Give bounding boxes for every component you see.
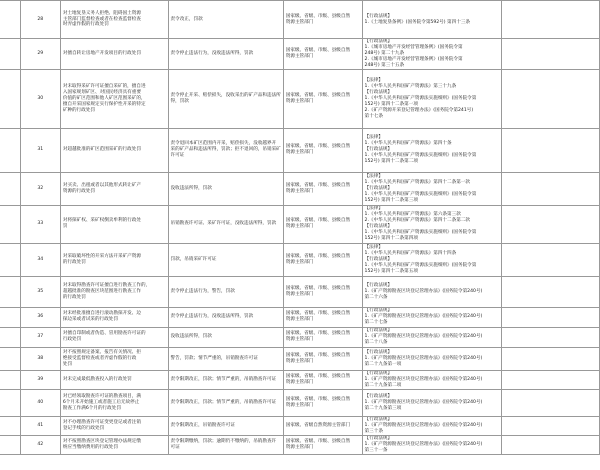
table-row <box>0 416 600 435</box>
legal-basis <box>362 327 502 347</box>
penalty-type-line: 没收违法所得，罚款 <box>170 185 212 191</box>
row-number: 34 <box>20 243 60 276</box>
legal-basis-line: 1.《中华人民共和国矿产资源法实施细则》(国务院令第 <box>364 262 477 268</box>
penalty-type-line: 责令限期改正，罚款；情节严重的，吊销勘查许可证 <box>170 376 277 382</box>
authority-level-line: 资源主管部门 <box>285 317 314 323</box>
penalty-type-line: 采的矿产品和违法所得，罚款；拒不退回的，吊销采矿 <box>170 147 281 153</box>
penalty-type <box>168 416 283 435</box>
legal-basis-line: 1.《矿产资源勘查区块登记管理办法》(国务院令第240号) <box>364 288 483 294</box>
authority-level-line: 国家级、省级、市级、县级自然 <box>285 13 351 19</box>
legal-basis-line: 1.《中华人民共和国矿产资源法实施细则》(国务院令第 <box>364 191 477 197</box>
legal-basis-line: 【行政法规】 <box>364 224 393 230</box>
authority-level <box>283 307 362 327</box>
legal-basis-line: 1.《中华人民共和国矿产资源法实施细则》(国务院令第 <box>364 95 477 101</box>
legal-basis-line: 1.《矿产资源勘查区块登记管理办法》(国务院令第240号) <box>364 422 483 428</box>
authority-level-line: 资源主管部门 <box>285 337 314 343</box>
item-name <box>60 307 168 327</box>
category-cell <box>0 307 20 327</box>
legal-basis-line: 【行政法规】 <box>364 185 393 191</box>
row-number: 38 <box>20 347 60 370</box>
penalty-type <box>168 128 283 172</box>
item-name-line: 主管部门监督检查或者在检查监督检查 <box>62 16 141 22</box>
row-number: 33 <box>20 205 60 243</box>
table-row <box>0 347 600 370</box>
authority-level-line: 国家级、省级、市级、县级自然 <box>285 182 351 188</box>
legal-basis-line: 1.《中华人民共和国矿产资源法》第六条第三款 <box>364 212 461 218</box>
legal-basis-line: 第二十九条第一项 <box>364 361 402 367</box>
legal-basis-line: 【行政法规】 <box>364 328 393 334</box>
table-row <box>0 389 600 416</box>
authority-level-line: 国家级、省级、市级、县级自然 <box>285 285 351 291</box>
item-name <box>60 389 168 416</box>
legal-basis-line: 【行政法规】 <box>364 393 393 399</box>
legal-basis-line: 1.《矿产资源勘查区块登记管理办法》(国务院令第240号) <box>364 399 483 405</box>
authority-level <box>283 327 362 347</box>
legal-basis-line: 第十七条 <box>364 113 383 119</box>
authority-level-line: 资源主管部门 <box>285 53 314 59</box>
penalty-type <box>168 172 283 205</box>
penalty-type <box>168 276 283 307</box>
item-name-line: 对不按照规定备案、报告有关情况、拒 <box>62 349 141 355</box>
item-name-line: 对未取得采矿许可证擅自采矿的，擅自进 <box>62 83 146 89</box>
penalty-type-line: 责令限期改正，吊销勘查许可证 <box>170 422 235 428</box>
legal-basis-line: 第二十六条 <box>364 294 388 300</box>
item-name <box>60 205 168 243</box>
legal-basis-line: 第三十一条 <box>364 447 388 453</box>
row-number: 37 <box>20 327 60 347</box>
legal-basis-line: 1.《矿产资源勘查区块登记管理办法》(国务院令第240号) <box>364 441 483 447</box>
item-name-line: 勘查工作满6个月的行政处罚 <box>62 405 121 411</box>
remarks-cell <box>502 243 600 276</box>
legal-basis <box>362 128 502 172</box>
penalty-type-line: 责令限期改正，罚款；情节严重的，吊销勘查许可证 <box>170 399 277 405</box>
authority-level-line: 资源主管部门 <box>285 402 314 408</box>
row-number: 29 <box>20 39 60 70</box>
legal-basis-line: 1.《中华人民共和国矿产资源法》第四十条 <box>364 141 452 147</box>
penalty-type <box>168 435 283 454</box>
row-number: 40 <box>20 389 60 416</box>
remarks-cell <box>502 172 600 205</box>
legal-basis-line: 第二十九条第三项 <box>364 405 402 411</box>
authority-level <box>283 1 362 39</box>
penalty-type-line: 责令停止违法行为，没收违法所得，罚款 <box>170 50 254 56</box>
penalty-type-line: 责令停止开采、赔偿损失，没收采出的矿产品和违法所 <box>170 92 281 98</box>
legal-basis <box>362 243 502 276</box>
authority-level-line: 国家级、省级、市级、县级自然 <box>285 396 351 402</box>
item-name-line: 探边采或者试采的行政处罚 <box>62 317 118 323</box>
row-number: 36 <box>20 307 60 327</box>
remarks-cell <box>502 435 600 454</box>
authority-level-line: 国家级、省级、市级、县级自然 <box>285 144 351 150</box>
legal-basis-line: 【行政法规】 <box>364 282 393 288</box>
legal-basis-line: 【行政法规】 <box>364 435 393 441</box>
legal-basis-line: 第三十条 <box>364 428 383 434</box>
legal-basis-line: 248号) 第二十九条 <box>364 50 405 56</box>
item-name-line: 绝接受监督检查或者弄虚作假的行政 <box>62 355 137 361</box>
category-cell <box>0 370 20 389</box>
authority-level <box>283 416 362 435</box>
authority-level-line: 资源主管部门 <box>285 358 314 364</box>
category-cell <box>0 276 20 307</box>
table-row <box>0 243 600 276</box>
authority-level-line: 资源主管部门 <box>285 188 314 194</box>
legal-basis-line: 【法律】 <box>364 135 383 141</box>
row-number: 30 <box>20 69 60 128</box>
item-name <box>60 327 168 347</box>
item-name <box>60 435 168 454</box>
item-name <box>60 69 168 128</box>
legal-basis-line: 【行政法规】 <box>364 147 393 153</box>
category-cell <box>0 128 20 172</box>
legal-basis-line: 152号) 第四十二条第五项 <box>364 268 418 274</box>
authority-level <box>283 69 362 128</box>
legal-basis-line: 152号) 第四十二条第一项 <box>364 101 418 107</box>
item-name-line: 行政处罚 <box>62 337 82 343</box>
penalty-type <box>168 39 283 70</box>
authority-level <box>283 128 362 172</box>
item-name-line: 对未取得勘查许可证擅自进行勘查工作的， <box>62 282 151 288</box>
table-row <box>0 128 600 172</box>
table-row <box>0 435 600 454</box>
category-cell <box>0 69 20 128</box>
penalty-type <box>168 243 283 276</box>
remarks-cell <box>502 327 600 347</box>
remarks-cell <box>502 416 600 435</box>
penalty-type <box>168 205 283 243</box>
authority-level <box>283 370 362 389</box>
authority-level-line: 国家级、省级、市级、县级自然 <box>285 92 351 98</box>
item-name-line: 对超越批准的矿区范围采矿的行政处罚 <box>62 147 141 153</box>
legal-basis <box>362 416 502 435</box>
legal-basis-line: 【行政法规】 <box>364 39 393 44</box>
category-cell <box>0 327 20 347</box>
legal-basis <box>362 1 502 39</box>
row-number: 41 <box>20 416 60 435</box>
legal-basis-line: 【法律】 <box>364 173 383 179</box>
item-name-line: 对擅自转让房地产开发项目的行政处罚 <box>62 50 141 56</box>
item-name <box>60 370 168 389</box>
authority-level-line: 资源主管部门 <box>285 150 314 156</box>
authority-level <box>283 347 362 370</box>
legal-basis-line: 1.《中华人民共和国矿产资源法实施细则》(国务院令第 <box>364 230 477 236</box>
legal-basis-line: 1.《土地复垦条例》(国务院令第592号) 第四十三条 <box>364 19 471 25</box>
item-name <box>60 1 168 39</box>
item-name <box>60 128 168 172</box>
remarks-cell <box>502 389 600 416</box>
table-row <box>0 370 600 389</box>
table-row <box>0 69 600 128</box>
legal-basis <box>362 307 502 327</box>
legal-basis-line: 1.《矿产资源勘查区块登记管理办法》(国务院令第240号) <box>364 334 483 340</box>
penalty-type <box>168 327 283 347</box>
category-cell <box>0 416 20 435</box>
item-name <box>60 172 168 205</box>
penalty-type-line: 责令限期缴纳，罚款；逾期仍不缴纳的，吊销勘查许 <box>170 438 277 444</box>
penalty-type <box>168 307 283 327</box>
legal-basis-line: 【行政法规】 <box>364 13 393 19</box>
item-name <box>60 243 168 276</box>
legal-basis-line: 1.《中华人民共和国矿产资源法》第四十四条 <box>364 250 457 256</box>
legal-basis-line: 第二十七条 <box>364 320 388 326</box>
category-cell <box>0 172 20 205</box>
legal-basis-line: 【法律】 <box>364 77 383 83</box>
item-name-line: 对不办理勘查许可证变更登记或者注销 <box>62 419 141 425</box>
legal-basis <box>362 69 502 128</box>
table-row <box>0 276 600 307</box>
legal-basis-line: 【行政法规】 <box>364 308 393 314</box>
item-name-line: 对未经批准擅自进行滚动勘探开发、边 <box>62 311 141 317</box>
item-name <box>60 39 168 70</box>
remarks-cell <box>502 128 600 172</box>
legal-basis-line: 1.《城市房地产开发经营管理条例》(国务院令第 <box>364 44 463 50</box>
penalty-type <box>168 389 283 416</box>
legal-basis <box>362 276 502 307</box>
authority-level-line: 国家级、省级、市级、县级自然 <box>285 352 351 358</box>
item-name <box>60 416 168 435</box>
authority-level-line: 资源主管部门 <box>285 19 314 25</box>
legal-basis <box>362 347 502 370</box>
item-name-line: 入国家规划矿区、对国民经济具有重要 <box>62 89 141 95</box>
item-name-line: 6个月未开始施工或者施工后无故停止 <box>62 399 140 405</box>
penalty-type-line: 许可证 <box>170 153 185 159</box>
legal-basis <box>362 205 502 243</box>
legal-basis-line: 152号) 第四十二条第二项 <box>364 159 418 165</box>
authority-level-line: 资源主管部门 <box>285 291 314 297</box>
row-number: 39 <box>20 370 60 389</box>
authority-level <box>283 276 362 307</box>
authority-level-line: 国家级、省级、市级、县级自然 <box>285 218 351 224</box>
penalty-type-line: 责令改正，罚款 <box>170 16 203 22</box>
table-body <box>0 1 600 455</box>
authority-level <box>283 39 362 70</box>
item-name-line: 处罚 <box>62 361 73 367</box>
legal-basis-line: 【行政法规】 <box>364 349 393 355</box>
category-cell <box>0 1 20 39</box>
item-name-line: 对将探矿权、采矿权倒卖牟利的行政处 <box>62 218 141 224</box>
penalty-type-line: 警告，罚款；情节严重的，吊销勘查许可证 <box>170 355 258 361</box>
legal-basis-line: 【法律】 <box>364 244 383 250</box>
authority-level <box>283 172 362 205</box>
authority-level-line: 国家级、省级、市级、县级自然 <box>285 47 351 53</box>
category-cell <box>0 243 20 276</box>
authority-level-line: 国家级、省级自然资源主管部门 <box>285 422 351 428</box>
legal-basis-line: 1.《中华人民共和国矿产资源法》第三十九条 <box>364 83 457 89</box>
penalty-type-line: 可证 <box>170 444 180 450</box>
penalty-type-line: 吊销勘查许可证、采矿许可证，没收违法所得，罚款 <box>170 221 277 227</box>
authority-level-line: 国家级、省级、市级、县级自然 <box>285 311 351 317</box>
table-row <box>0 39 600 70</box>
category-cell <box>0 389 20 416</box>
table-row <box>0 205 600 243</box>
remarks-cell <box>502 370 600 389</box>
item-name-line: 对不按照勘查区块登记管理办法规定缴 <box>62 438 141 444</box>
legal-basis-line: 248号) 第三十五条 <box>364 62 405 68</box>
legal-basis-line: 1.《矿产资源勘查区块登记管理办法》(国务院令第240号) <box>364 355 483 361</box>
legal-basis-line: 1.《中华人民共和国矿产资源法实施细则》(国务院令第 <box>364 153 477 159</box>
legal-basis <box>362 389 502 416</box>
item-name-line: 价值的矿区范围和他人矿区范围采矿的， <box>62 95 146 101</box>
penalty-type-line: 没收违法所得，罚款 <box>170 334 212 340</box>
legal-basis-line: 【行政法规】 <box>364 89 393 95</box>
legal-basis-line: 1.《矿产资源勘查区块登记管理办法》(国务院令第240号) <box>364 376 483 382</box>
item-name-line: 对采取破坏性的开采方法开采矿产资源 <box>62 253 141 259</box>
row-number: 35 <box>20 276 60 307</box>
category-cell <box>0 435 20 454</box>
item-name-line: 对土地复垦义务人拒绝、阻碍国土资源 <box>62 10 141 16</box>
item-name-line: 对未完成最低勘查投入的行政处罚 <box>62 376 132 382</box>
legal-basis-line: 152号) 第四十二条第四项 <box>364 236 418 242</box>
item-name-line: 擅自开采国家规定实行保护性开采的特定 <box>62 101 146 107</box>
penalty-type <box>168 1 283 39</box>
table-row <box>0 1 600 39</box>
legal-basis-line: 152号) 第四十二条第三项 <box>364 197 418 203</box>
authority-level <box>283 243 362 276</box>
legal-basis-line: 2.《中华人民共和国矿产资源法》第四十二条第二款 <box>364 218 470 224</box>
legal-basis-line: 2.《矿产资源开采登记管理办法》(国务院令第241号) <box>364 107 474 113</box>
authority-level-line: 国家级、省级、市级、县级自然 <box>285 331 351 337</box>
penalty-type-line: 得，罚款 <box>170 98 189 104</box>
table-row <box>0 172 600 205</box>
legal-basis <box>362 435 502 454</box>
row-number: 42 <box>20 435 60 454</box>
legal-basis <box>362 39 502 70</box>
row-number: 28 <box>20 1 60 39</box>
authority-level-line: 资源主管部门 <box>285 379 314 385</box>
remarks-cell <box>502 205 600 243</box>
authority-level-line: 资源主管部门 <box>285 444 314 450</box>
legal-basis-line: 1.《矿产资源勘查区块登记管理办法》(国务院令第240号) <box>364 314 483 320</box>
category-cell <box>0 39 20 70</box>
authority-level <box>283 435 362 454</box>
remarks-cell <box>502 347 600 370</box>
item-name-line: 矿种的行政处罚 <box>62 107 96 113</box>
item-name-line: 罚 <box>62 224 68 230</box>
remarks-cell <box>502 276 600 307</box>
legal-basis-line: 【行政法规】 <box>364 256 393 262</box>
legal-basis-line: 第二十九条第二项 <box>364 382 402 388</box>
item-name <box>60 347 168 370</box>
authority-level <box>283 205 362 243</box>
authority-level-line: 资源主管部门 <box>285 259 314 265</box>
item-name-line: 的行政处罚 <box>62 259 86 265</box>
penalty-type-line: 责令停止违法行为，没收违法所得，罚款 <box>170 314 254 320</box>
remarks-cell <box>502 69 600 128</box>
legal-basis-line: 【法律】 <box>364 206 383 212</box>
authority-level-line: 国家级、省级、市级、县级自然 <box>285 438 351 444</box>
item-name-line: 对擅自印制或者伪造、冒用勘查许可证的 <box>62 331 146 337</box>
legal-basis-line: 【行政法规】 <box>364 416 393 422</box>
row-number: 32 <box>20 172 60 205</box>
penalty-type-line: 责令停止违法行为，警告，罚款 <box>170 288 235 294</box>
item-name-line: 对买卖、出租或者以其他形式转让矿产 <box>62 182 141 188</box>
row-number: 31 <box>20 128 60 172</box>
item-name-line: 时弄虚作假的行政处罚 <box>62 22 109 28</box>
authority-level-line: 资源主管部门 <box>285 98 314 104</box>
penalty-type <box>168 347 283 370</box>
item-name-line: 纳应当缴纳费用的行政处罚 <box>62 444 118 450</box>
authority-level <box>283 389 362 416</box>
legal-basis <box>362 370 502 389</box>
legal-basis-line: 2.《城市房地产开发经营管理条例》(国务院令第 <box>364 56 463 62</box>
item-name-line: 登记手续的行政处罚 <box>62 425 105 431</box>
remarks-cell <box>502 307 600 327</box>
legal-basis-line: 第二十八条 <box>364 340 388 346</box>
authority-level-line: 资源主管部门 <box>285 224 314 230</box>
category-cell <box>0 205 20 243</box>
remarks-cell <box>502 39 600 70</box>
authority-level-line: 国家级、省级、市级、县级自然 <box>285 253 351 259</box>
category-cell <box>0 347 20 370</box>
authority-level-line: 国家级、省级、市级、县级自然 <box>285 373 351 379</box>
legal-basis <box>362 172 502 205</box>
item-name-line: 的行政处罚 <box>62 294 86 300</box>
penalty-type <box>168 69 283 128</box>
remarks-cell <box>502 1 600 39</box>
legal-basis-line: 1.《中华人民共和国矿产资源法》第四十二条第一款 <box>364 179 470 185</box>
penalty-type <box>168 370 283 389</box>
table-row <box>0 307 600 327</box>
item-name-line: 超越批准的勘查区块范围进行勘查工作 <box>62 288 141 294</box>
legal-basis-line: 【行政法规】 <box>364 370 393 376</box>
table-row <box>0 327 600 347</box>
penalty-type-line: 罚款，吊销采矿许可证 <box>170 256 217 262</box>
item-name-line: 对已经领取勘查许可证的勘查项目，满 <box>62 393 141 399</box>
penalty-type-line: 责令退回本矿区范围内开采，赔偿损失，没收越界开 <box>170 141 277 147</box>
item-name <box>60 276 168 307</box>
item-name-line: 资源的行政处罚 <box>62 188 96 194</box>
